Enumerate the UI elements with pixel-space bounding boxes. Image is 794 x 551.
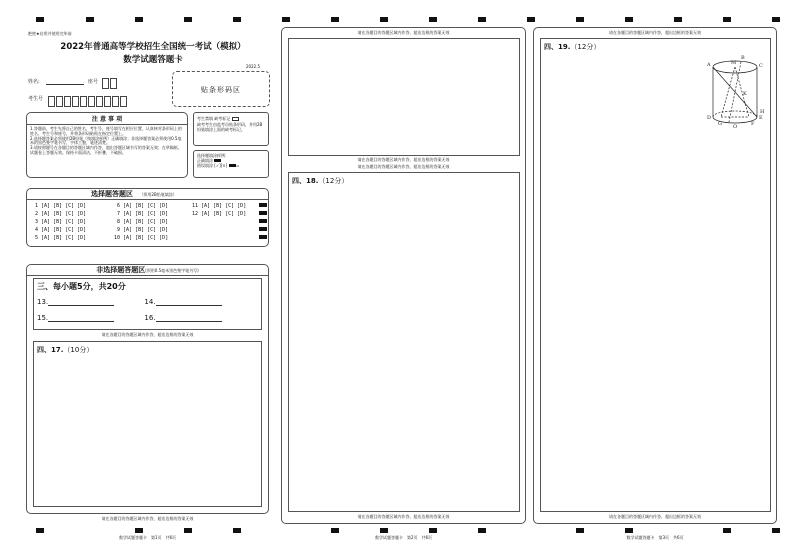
timing-mark	[478, 528, 486, 533]
page-footer: 数学试题答题卡 第1页 共6页	[118, 535, 177, 540]
nonchoice-header	[27, 265, 268, 276]
q19-title: 四、19.（12分）	[544, 43, 601, 51]
barcode-label: 贴条形码区	[201, 86, 241, 94]
exam-date: 2022.5	[246, 64, 260, 69]
timing-mark	[723, 17, 731, 22]
choice-q12[interactable]: 12 [A] [B] [C] [D]	[192, 211, 247, 217]
exam-no-label: 考生号	[28, 96, 44, 102]
notice-panel	[26, 112, 188, 178]
secret-label: 绝密★启用并使用完毕前	[28, 31, 72, 36]
blank-row-1	[34, 294, 261, 306]
timing-mark	[576, 17, 584, 22]
fill-correct-label: 正确填涂	[197, 157, 213, 163]
choice-q1[interactable]: 1 [A] [B] [C] [D]	[35, 203, 87, 209]
timing-mark	[380, 528, 388, 533]
nonchoice-panel	[26, 264, 269, 514]
figure-label: G	[718, 121, 722, 127]
fill-blank-section	[33, 278, 262, 330]
q16-answer-line[interactable]	[156, 315, 222, 322]
q15-label: 15.	[37, 314, 49, 322]
q18-answer-box[interactable]	[288, 172, 520, 512]
timing-mark	[36, 17, 44, 22]
page-footer: 数学试题答题卡 第3页 共6页	[626, 535, 684, 540]
timing-mark	[259, 235, 267, 239]
absent-note: 缺考考生由监考员贴条形码，并用2B铅笔填涂上面的缺考标记。	[197, 121, 263, 132]
blank-row-2	[34, 306, 261, 322]
choice-header	[27, 189, 268, 200]
absent-checkbox[interactable]	[232, 117, 239, 121]
timing-mark	[429, 528, 437, 533]
seat-label: 座号	[88, 79, 99, 85]
boundary-warning: 请在各题目的答题区域内作答，超出边框的答案无效	[101, 516, 194, 521]
name-field[interactable]	[46, 84, 84, 85]
choice-q2[interactable]: 2 [A] [B] [C] [D]	[35, 211, 87, 217]
timing-mark	[259, 219, 267, 223]
figure-label: E	[759, 115, 763, 121]
fill-wrong-row: 错误填涂 [✓][×] ▭	[197, 162, 240, 168]
notice-item: 2.选择题答案必须使用2B铅笔（按填涂样例）正确填涂；非选择题答案必须使用0.5毫米的黑色签字笔书写，字体工整，笔迹清楚。	[30, 135, 182, 146]
column2-panel	[281, 27, 526, 524]
timing-mark	[135, 528, 143, 533]
absent-mark-label: 缺考标记	[214, 116, 231, 121]
timing-mark	[625, 17, 633, 22]
q17-continue-box[interactable]	[288, 38, 520, 156]
figure-label: F	[751, 121, 755, 127]
choice-q10[interactable]: 10 [A] [B] [C] [D]	[114, 235, 169, 241]
timing-mark	[380, 17, 388, 22]
notice-title: 注 意 事 项	[27, 113, 187, 125]
timing-mark	[527, 17, 535, 22]
nonchoice-title: 非选择题答题区	[96, 266, 146, 274]
choice-q9[interactable]: 9 [A] [B] [C] [D]	[117, 227, 169, 233]
figure-label: D	[707, 115, 712, 121]
choice-q5[interactable]: 5 [A] [B] [C] [D]	[35, 235, 87, 241]
timing-mark	[478, 17, 486, 22]
absent-panel	[193, 112, 269, 146]
boundary-warning: 请在各题目的答题区域内作答，超出边框的答案无效	[609, 514, 701, 519]
q13-answer-line[interactable]	[48, 299, 114, 306]
choice-q7[interactable]: 7 [A] [B] [C] [D]	[117, 211, 169, 217]
figure-label: A	[707, 62, 711, 68]
timing-mark	[331, 528, 339, 533]
choice-title: 选择题答题区	[91, 190, 133, 198]
timing-mark	[86, 17, 94, 22]
choice-panel	[26, 188, 269, 247]
choice-q11[interactable]: 11 [A] [B] [C] [D]	[192, 203, 247, 209]
column3-panel	[533, 27, 777, 524]
exam-no-boxes[interactable]	[48, 92, 128, 111]
figure-label: H	[760, 109, 765, 115]
q15-answer-line[interactable]	[48, 315, 114, 322]
timing-mark	[723, 528, 731, 533]
figure-label: M	[731, 60, 737, 66]
sheet-subtitle: 数学试题答题卡	[123, 55, 183, 65]
filled-bar-icon	[229, 164, 236, 167]
cylinder-figure	[707, 53, 765, 133]
q14-answer-line[interactable]	[156, 299, 222, 306]
figure-label: K	[743, 91, 747, 97]
timing-mark	[233, 17, 241, 22]
choice-q4[interactable]: 4 [A] [B] [C] [D]	[35, 227, 87, 233]
name-label: 姓名:	[28, 79, 40, 85]
figure-label: B	[741, 55, 745, 61]
fill-example-panel	[193, 150, 269, 178]
q13-label: 13.	[37, 298, 49, 306]
fill-wrong-label: 错误填涂	[197, 162, 213, 168]
timing-mark	[331, 17, 339, 22]
timing-mark	[259, 211, 267, 215]
notice-item: 3.请按照题号在各题目的答题区域内作答，超出答题区域书写的答案无效；在草稿纸、试题卷上答题无效。保持卡面清洁，不折叠，不破损。	[30, 145, 182, 155]
timing-mark	[674, 17, 682, 22]
timing-mark	[625, 528, 633, 533]
q18-title: 四、18.（12分）	[292, 177, 349, 185]
q19-answer-box[interactable]	[540, 38, 771, 512]
exam-title: 2022年普通高等学校招生全国统一考试（模拟）	[60, 42, 246, 52]
boundary-warning: 请在各题目的答题区域内作答，超出边框的答案无效	[101, 332, 194, 337]
q16-label: 16.	[144, 314, 156, 322]
timing-mark	[259, 203, 267, 207]
barcode-area	[172, 71, 270, 107]
filled-bar-icon	[214, 159, 221, 162]
timing-mark	[233, 528, 241, 533]
boundary-warning: 请在各题目的答题区域内作答，超出边框的答案无效	[357, 30, 450, 35]
boundary-warning: 请在各题目的答题区域内作答，超出边框的答案无效	[357, 157, 450, 162]
timing-mark	[282, 17, 290, 22]
notice-body	[27, 125, 187, 158]
timing-mark	[135, 17, 143, 22]
boundary-warning: 请在各题目的答题区域内作答，超出边框的答案无效	[357, 514, 450, 519]
fill-example-title: 选择题填涂样例：	[197, 153, 229, 158]
boundary-warning: 请在各题目的答题区域内作答，超出边框的答案无效	[357, 164, 450, 169]
absent-label: 考生禁填	[197, 116, 213, 121]
choice-q3[interactable]: 3 [A] [B] [C] [D]	[35, 219, 87, 225]
q17-answer-box[interactable]	[33, 341, 262, 507]
seat-boxes[interactable]	[102, 74, 118, 93]
timing-mark	[259, 227, 267, 231]
timing-mark	[772, 17, 780, 22]
timing-mark	[576, 528, 584, 533]
timing-mark	[184, 17, 192, 22]
timing-mark	[36, 528, 44, 533]
timing-mark	[429, 17, 437, 22]
figure-label: C	[759, 63, 763, 69]
choice-q6[interactable]: 6 [A] [B] [C] [D]	[117, 203, 169, 209]
timing-mark	[772, 528, 780, 533]
figure-label: O	[733, 124, 738, 130]
choice-q8[interactable]: 8 [A] [B] [C] [D]	[117, 219, 169, 225]
section3-title: 三、每小题5分，共20分	[37, 282, 126, 291]
boundary-warning: 请在各题目的答题区域内作答，超出边框的答案无效	[609, 30, 701, 35]
q17-title: 四、17.（10分）	[37, 346, 94, 354]
page-footer: 数学试题答题卡 第2页 共6页	[374, 535, 433, 540]
nonchoice-note: (须用0.5毫米黑色签字笔书写)	[145, 268, 199, 273]
q14-label: 14.	[144, 298, 156, 306]
choice-note: （须用2B铅笔填涂）	[139, 192, 177, 197]
timing-mark	[184, 528, 192, 533]
notice-item: 1.答题前，考生先将自己的姓名、考生号、座号填写在相应位置，认真核对条形码上的姓名、考生号和座号，并将条形码粘贴在指定位置上。	[30, 126, 182, 136]
